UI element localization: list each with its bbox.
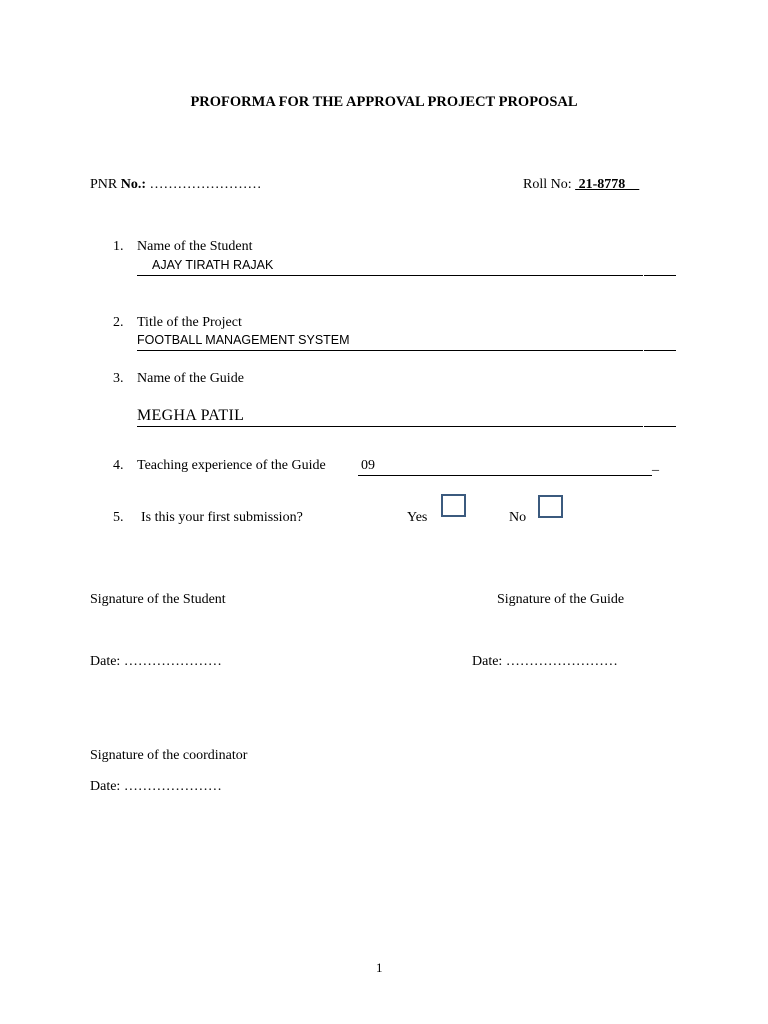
item-number-3: 3. [113,371,124,386]
no-label: No [509,510,527,525]
guide-date-label: Date: [472,654,503,669]
roll-no-field [523,177,639,193]
page-number: 1 [376,960,383,975]
pnr-value: …………………… [149,177,262,192]
no-checkbox[interactable] [538,495,563,518]
teaching-experience-value: 09 [361,458,375,473]
coordinator-date-field [90,779,222,795]
roll-no-label: Roll No: [523,177,572,192]
first-submission-question: Is this your first submission? [141,510,303,525]
guide-name-value: MEGHA PATIL [137,407,245,424]
student-name-underline-tail [644,275,676,276]
guide-signature-label: Signature of the Guide [497,592,625,607]
roll-no-value: 21-8778 [575,177,640,192]
pnr-label: PNR [90,177,118,192]
student-name-value: AJAY TIRATH RAJAK [152,258,274,272]
student-name-underline [137,275,643,276]
guide-date-field [472,654,618,670]
teaching-experience-label: Teaching experience of the Guide [137,458,326,473]
pnr-no-label: No.: [120,177,147,192]
student-date-label: Date: [90,654,121,669]
item-number-5: 5. [113,510,124,525]
pnr-field [90,177,262,193]
project-title-value: FOOTBALL MANAGEMENT SYSTEM [137,333,350,347]
student-name-label: Name of the Student [137,239,253,254]
guide-date-value: …………………… [505,654,618,669]
teaching-experience-trailing: _ [652,458,659,473]
yes-checkbox[interactable] [441,494,466,517]
guide-name-underline [137,426,643,427]
project-title-label: Title of the Project [137,315,242,330]
guide-name-underline-tail [644,426,676,427]
yes-label: Yes [407,510,428,525]
item-number-4: 4. [113,458,124,473]
coordinator-date-value: ………………… [123,779,222,794]
project-title-underline [137,350,643,351]
student-signature-label: Signature of the Student [90,592,226,607]
coordinator-signature-label: Signature of the coordinator [90,748,248,763]
student-date-field [90,654,222,670]
student-date-value: ………………… [123,654,222,669]
coordinator-date-label: Date: [90,779,121,794]
item-number-2: 2. [113,315,124,330]
item-number-1: 1. [113,239,124,254]
guide-name-label: Name of the Guide [137,371,244,386]
form-title: PROFORMA FOR THE APPROVAL PROJECT PROPOSAL [190,94,578,110]
teaching-experience-underline [358,475,652,476]
project-title-underline-tail [644,350,676,351]
